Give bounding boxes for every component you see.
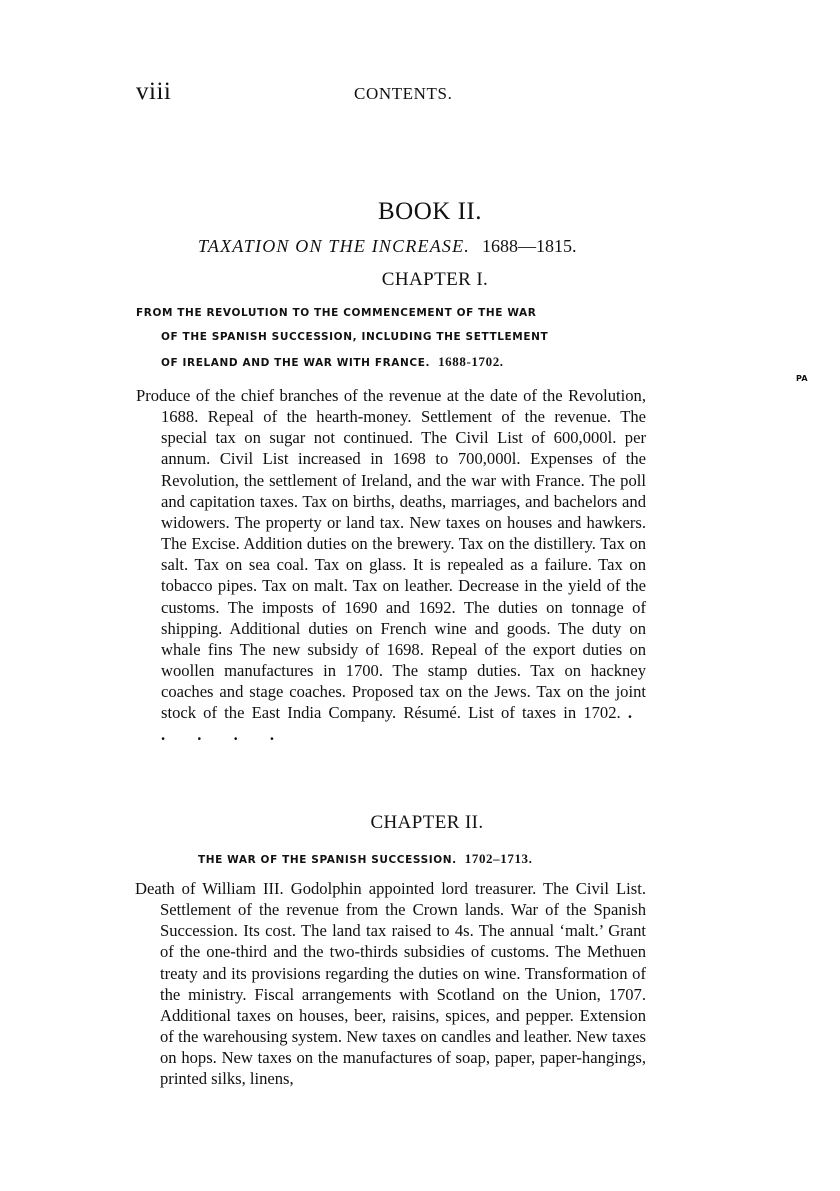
chapter-2-dates: 1702–1713.: [464, 851, 533, 866]
book-title: BOOK II.: [378, 198, 482, 225]
chapter-1-subtitle-line-1: FROM THE REVOLUTION TO THE COMMENCEMENT OF THE WAR: [136, 307, 537, 319]
chapter-1-subtitle-line-3: [161, 354, 504, 370]
book-subtitle-text: TAXATION ON THE INCREASE.: [198, 236, 470, 256]
chapter-2-subtitle: [198, 851, 533, 867]
chapter-1-dates: 1688-1702.: [438, 354, 504, 369]
book-dates: 1688—1815.: [482, 236, 577, 256]
page-column-label: PA: [796, 374, 808, 383]
chapter-2-title: CHAPTER II.: [370, 812, 484, 833]
page-number: viii: [136, 78, 172, 105]
chapter-2-summary: [135, 878, 646, 1090]
chapter-1-subtitle-line-3-text: OF IRELAND AND THE WAR WITH FRANCE.: [161, 357, 431, 369]
book-subtitle: [198, 236, 577, 257]
chapter-2-summary-text: Death of William III. Godolphin appointed lord treasurer. The Civil List. Settlement of the revenue from the Crown lands. War of the Spanish Succession. Its cost. The land tax raised to 4s. The annual ‘malt.’ Grant of the one-third and the two-thirds subsidies of customs. The Methuen treaty and its provisions regarding the duties on wine. Transformation of the ministry. Fiscal arrangements with Scotland on the Union, 1707. Additional taxes on houses, beer, raisins, spices, and pepper. Extension of the warehousing system. New taxes on candles and leather. New taxes on hops. New taxes on the manufactures of soap, paper, paper-hangings, printed silks, linens,: [135, 879, 646, 1089]
chapter-1-summary-text: Produce of the chief branches of the revenue at the date of the Revolution, 1688. Repeal of the hearth-money. Settlement of the revenue. The special tax on sugar not continued. The Civil List of 600,000l. per annum. Civil List increased in 1698 to 700,000l. Expenses of the Revolution, the settlement of Ireland, and the war with France. The poll and capitation taxes. Tax on births, deaths, marriages, and bachelors and widowers. The property or land tax. New taxes on houses and hawkers. The Excise. Addition duties on the brewery. Tax on the distillery. Tax on salt. Tax on sea coal. Tax on glass. It is repealed as a failure. Tax on tobacco pipes. Tax on malt. Tax on leather. Decrease in the yield of the customs. The imposts of 1690 and 1692. The duties on tonnage of shipping. Additional duties on French wine and goods. The duty on whale fins The new subsidy of 1698. Repeal of the export duties on woollen manufactures in 1700. The stamp duties. Tax on hackney coaches and stage coaches. Proposed tax on the Jews. Tax on the joint stock of the East India Company. Résumé. List of taxes in 1702.: [136, 386, 646, 723]
chapter-1-summary: [136, 385, 646, 745]
chapter-1-subtitle-line-2: OF THE SPANISH SUCCESSION, INCLUDING THE SETTLEMENT: [161, 331, 549, 343]
running-title: CONTENTS.: [354, 84, 453, 103]
chapter-2-subtitle-text: THE WAR OF THE SPANISH SUCCESSION.: [198, 854, 457, 866]
chapter-1-title: CHAPTER I.: [381, 269, 489, 290]
chapter-1-leaders: . . . . .: [161, 703, 646, 744]
